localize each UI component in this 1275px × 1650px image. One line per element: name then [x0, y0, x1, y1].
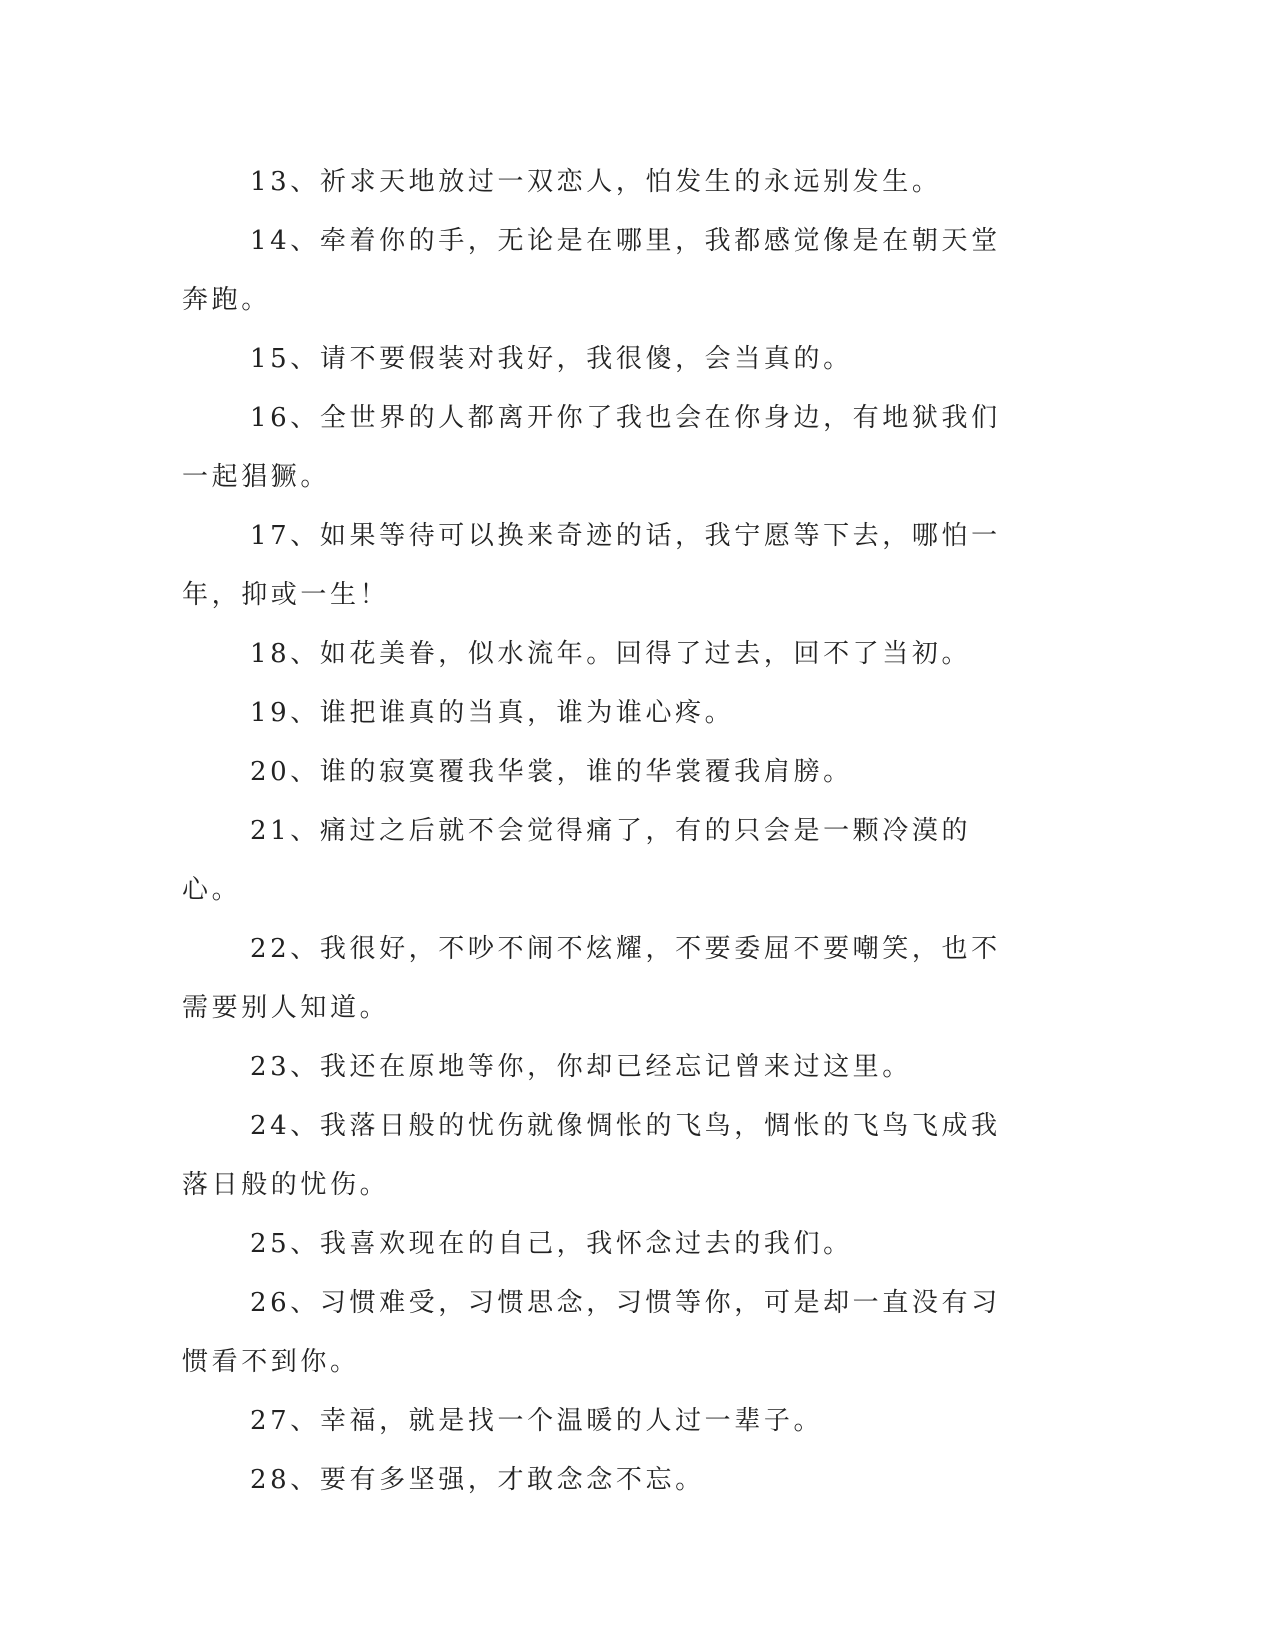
paragraph-18: 18、如花美眷，似水流年。回得了过去，回不了当初。 [250, 639, 972, 669]
paragraph-28: 28、要有多坚强，才敢念念不忘。 [250, 1465, 705, 1495]
paragraph-19: 19、谁把谁真的当真，谁为谁心疼。 [250, 698, 735, 728]
paragraph-24: 24、我落日般的忧伤就像惆怅的飞鸟，惆怅的飞鸟飞成我落日般的忧伤。 [182, 1111, 1001, 1200]
paragraph-26: 26、习惯难受，习惯思念，习惯等你，可是却一直没有习惯看不到你。 [182, 1288, 1001, 1377]
paragraph-20: 20、谁的寂寞覆我华裳，谁的华裳覆我肩膀。 [250, 757, 853, 787]
paragraph-17: 17、如果等待可以换来奇迹的话，我宁愿等下去，哪怕一年，抑或一生！ [182, 521, 1001, 610]
paragraph-25: 25、我喜欢现在的自己，我怀念过去的我们。 [250, 1229, 853, 1259]
paragraph-23: 23、我还在原地等你，你却已经忘记曾来过这里。 [250, 1052, 912, 1082]
paragraph-16: 16、全世界的人都离开你了我也会在你身边，有地狱我们一起猖獗。 [182, 403, 1001, 492]
paragraph-22: 22、我很好，不吵不闹不炫耀，不要委屈不要嘲笑，也不需要别人知道。 [182, 934, 1001, 1023]
paragraph-27: 27、幸福，就是找一个温暖的人过一辈子。 [250, 1406, 824, 1436]
document-body [182, 153, 1030, 1510]
paragraph-14: 14、牵着你的手，无论是在哪里，我都感觉像是在朝天堂奔跑。 [182, 226, 1001, 315]
paragraph-21: 21、痛过之后就不会觉得痛了，有的只会是一颗冷漠的心。 [182, 816, 972, 905]
paragraph-13: 13、祈求天地放过一双恋人，怕发生的永远别发生。 [250, 167, 942, 197]
paragraph-15: 15、请不要假装对我好，我很傻，会当真的。 [250, 344, 853, 374]
